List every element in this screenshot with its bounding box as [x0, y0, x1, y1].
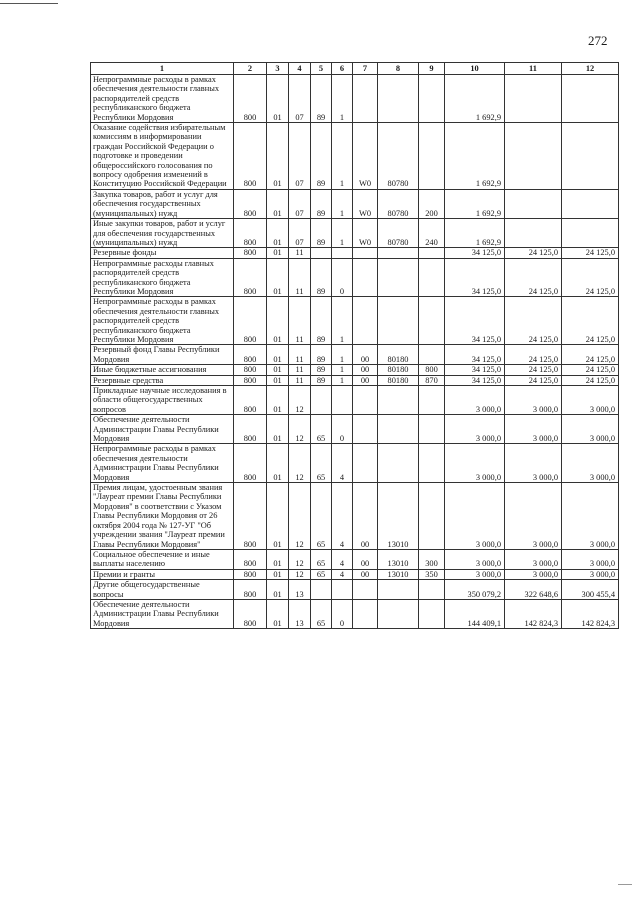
table-cell: 01 — [267, 365, 289, 375]
table-cell: 01 — [267, 345, 289, 365]
table-cell — [419, 297, 445, 345]
table-cell: 3 000,0 — [505, 444, 562, 483]
row-name-cell: Премия лицам, удостоенным звания "Лауреат премии Главы Республики Мордовия" в соответствии с Указом Главы Республики Мордовия от 26 октября 2004 года № 127-УГ "Об учреждении звания "Лауреат премии Главы Республики Мордовия" — [91, 483, 234, 550]
table-cell: 12 — [289, 444, 311, 483]
table-cell: W0 — [353, 189, 378, 218]
table-cell: 800 — [234, 444, 267, 483]
table-row — [91, 599, 619, 628]
table-cell: 80780 — [378, 219, 419, 248]
row-name-cell: Резервные фонды — [91, 248, 234, 258]
table-cell: 01 — [267, 580, 289, 600]
table-cell: 300 — [419, 549, 445, 569]
table-row — [91, 569, 619, 579]
row-name-cell: Обеспечение деятельности Администрации Главы Республики Мордовия — [91, 599, 234, 628]
column-header: 12 — [562, 63, 619, 75]
table-cell — [353, 258, 378, 297]
table-cell: 12 — [289, 483, 311, 550]
table-cell: 89 — [311, 123, 332, 190]
table-cell: 89 — [311, 189, 332, 218]
table-cell: 3 000,0 — [562, 483, 619, 550]
table-cell: 13010 — [378, 549, 419, 569]
table-cell: 34 125,0 — [445, 258, 505, 297]
table-cell — [505, 189, 562, 218]
table-cell: 800 — [234, 483, 267, 550]
table-cell: 80180 — [378, 365, 419, 375]
table-cell: 24 125,0 — [562, 258, 619, 297]
table-cell: 800 — [234, 386, 267, 415]
table-cell: 800 — [234, 599, 267, 628]
table-cell: 1 — [332, 345, 353, 365]
table-cell — [505, 123, 562, 190]
table-row — [91, 345, 619, 365]
row-name-cell: Иные закупки товаров, работ и услуг для обеспечения государственных (муниципальных) нужд — [91, 219, 234, 248]
table-cell: 65 — [311, 549, 332, 569]
table-cell: 65 — [311, 444, 332, 483]
table-cell — [419, 580, 445, 600]
table-cell — [378, 444, 419, 483]
table-header — [91, 63, 619, 75]
table-cell: 89 — [311, 297, 332, 345]
table-cell: 3 000,0 — [445, 549, 505, 569]
table-cell: 144 409,1 — [445, 599, 505, 628]
table-cell: 24 125,0 — [505, 258, 562, 297]
table-cell: 24 125,0 — [505, 365, 562, 375]
row-name-cell: Прикладные научные исследования в области общегосударственных вопросов — [91, 386, 234, 415]
table-cell: 89 — [311, 258, 332, 297]
table-cell: 34 125,0 — [445, 375, 505, 385]
table-cell — [562, 219, 619, 248]
table-row — [91, 219, 619, 248]
table-row — [91, 483, 619, 550]
table-cell: 1 — [332, 219, 353, 248]
table-cell: 13010 — [378, 483, 419, 550]
table-cell: 1 — [332, 75, 353, 123]
table-cell: 1 692,9 — [445, 219, 505, 248]
table-cell: 01 — [267, 297, 289, 345]
table-cell: 800 — [234, 248, 267, 258]
row-name-cell: Непрограммные расходы в рамках обеспечения деятельности главных распорядителей средств республиканского бюджета Республики Мордовия — [91, 75, 234, 123]
table-cell: 89 — [311, 375, 332, 385]
table-cell: 89 — [311, 219, 332, 248]
table-cell: 34 125,0 — [445, 297, 505, 345]
table-cell: 80180 — [378, 375, 419, 385]
table-body — [91, 75, 619, 629]
table-cell — [378, 386, 419, 415]
table-cell: 00 — [353, 365, 378, 375]
table-row — [91, 415, 619, 444]
row-name-cell: Другие общегосударственные вопросы — [91, 580, 234, 600]
table-cell: 01 — [267, 444, 289, 483]
table-cell — [378, 599, 419, 628]
row-name-cell: Закупка товаров, работ и услуг для обеспечения государственных (муниципальных) нужд — [91, 189, 234, 218]
table-cell: 200 — [419, 189, 445, 218]
table-cell — [419, 258, 445, 297]
table-cell: 3 000,0 — [505, 386, 562, 415]
table-cell: 4 — [332, 549, 353, 569]
table-cell: 3 000,0 — [445, 415, 505, 444]
table-cell: 240 — [419, 219, 445, 248]
column-header: 4 — [289, 63, 311, 75]
column-header: 2 — [234, 63, 267, 75]
table-cell — [505, 219, 562, 248]
table-cell: 800 — [234, 123, 267, 190]
table-cell: 3 000,0 — [562, 549, 619, 569]
table-cell — [562, 189, 619, 218]
table-cell — [378, 297, 419, 345]
table-cell: 800 — [234, 415, 267, 444]
table-cell: 07 — [289, 75, 311, 123]
table-cell: 3 000,0 — [562, 386, 619, 415]
table-row — [91, 549, 619, 569]
table-cell — [311, 580, 332, 600]
table-cell: 65 — [311, 599, 332, 628]
table-cell — [562, 123, 619, 190]
table-cell: 24 125,0 — [562, 248, 619, 258]
table-cell: 80180 — [378, 345, 419, 365]
table-cell — [353, 599, 378, 628]
column-header: 7 — [353, 63, 378, 75]
table-row — [91, 189, 619, 218]
table-cell: 34 125,0 — [445, 248, 505, 258]
table-cell: 01 — [267, 219, 289, 248]
table-cell: 00 — [353, 345, 378, 365]
table-cell: 800 — [234, 345, 267, 365]
table-cell: 800 — [234, 75, 267, 123]
table-cell: 3 000,0 — [562, 569, 619, 579]
table-cell: 142 824,3 — [562, 599, 619, 628]
column-header: 6 — [332, 63, 353, 75]
table-cell: 800 — [234, 219, 267, 248]
table-cell: 24 125,0 — [562, 375, 619, 385]
table-cell: 24 125,0 — [562, 345, 619, 365]
row-name-cell: Иные бюджетные ассигнования — [91, 365, 234, 375]
table-cell: 65 — [311, 415, 332, 444]
table-cell: 13 — [289, 599, 311, 628]
table-cell: 01 — [267, 248, 289, 258]
table-cell: 65 — [311, 483, 332, 550]
row-name-cell: Социальное обеспечение и иные выплаты населению — [91, 549, 234, 569]
table-cell — [419, 386, 445, 415]
table-cell: 1 — [332, 297, 353, 345]
table-cell: 01 — [267, 75, 289, 123]
table-cell: 65 — [311, 569, 332, 579]
table-cell: 24 125,0 — [505, 375, 562, 385]
table-cell: 01 — [267, 569, 289, 579]
table-cell — [378, 258, 419, 297]
table-cell: 01 — [267, 258, 289, 297]
table-cell: 12 — [289, 549, 311, 569]
table-cell: 80780 — [378, 189, 419, 218]
table-cell: 01 — [267, 123, 289, 190]
table-cell: 24 125,0 — [562, 365, 619, 375]
table-cell — [353, 248, 378, 258]
table-cell: 01 — [267, 599, 289, 628]
table-cell: 800 — [234, 365, 267, 375]
column-header: 10 — [445, 63, 505, 75]
column-header: 9 — [419, 63, 445, 75]
table-row — [91, 258, 619, 297]
table-cell: 24 125,0 — [505, 248, 562, 258]
table-cell: 3 000,0 — [505, 483, 562, 550]
row-name-cell: Непрограммные расходы в рамках обеспечения деятельности главных распорядителей средств республиканского бюджета Республики Мордовия — [91, 297, 234, 345]
table-cell: 870 — [419, 375, 445, 385]
table-cell: 01 — [267, 189, 289, 218]
table-cell: 12 — [289, 569, 311, 579]
column-header: 11 — [505, 63, 562, 75]
table-cell: 800 — [419, 365, 445, 375]
table-cell — [505, 75, 562, 123]
table-cell: 01 — [267, 415, 289, 444]
table-cell: 322 648,6 — [505, 580, 562, 600]
table-cell: 1 — [332, 375, 353, 385]
table-cell: 800 — [234, 189, 267, 218]
table-cell: 01 — [267, 386, 289, 415]
row-name-cell: Непрограммные расходы главных распорядителей средств республиканского бюджета Республики Мордовия — [91, 258, 234, 297]
table-cell: 89 — [311, 365, 332, 375]
table-cell: 01 — [267, 483, 289, 550]
table-cell: 12 — [289, 386, 311, 415]
table-cell — [419, 345, 445, 365]
table-cell — [419, 483, 445, 550]
table-cell: 34 125,0 — [445, 345, 505, 365]
table-cell — [419, 599, 445, 628]
page-number: 272 — [588, 33, 608, 48]
table-cell: 89 — [311, 75, 332, 123]
table-cell: 3 000,0 — [445, 444, 505, 483]
table-cell: 142 824,3 — [505, 599, 562, 628]
table-cell: 3 000,0 — [505, 415, 562, 444]
table-cell: 800 — [234, 258, 267, 297]
table-cell — [419, 123, 445, 190]
table-cell — [562, 75, 619, 123]
table-cell: 350 — [419, 569, 445, 579]
table-cell: 3 000,0 — [562, 444, 619, 483]
table-cell: 300 455,4 — [562, 580, 619, 600]
row-name-cell: Премии и гранты — [91, 569, 234, 579]
table-cell: 1 — [332, 365, 353, 375]
table-row — [91, 75, 619, 123]
table-cell: 34 125,0 — [445, 365, 505, 375]
table-cell — [353, 444, 378, 483]
table-cell: 07 — [289, 189, 311, 218]
table-cell: 80780 — [378, 123, 419, 190]
table-cell: 0 — [332, 258, 353, 297]
table-cell — [353, 297, 378, 345]
table-cell — [419, 75, 445, 123]
table-row — [91, 386, 619, 415]
table-cell: 12 — [289, 415, 311, 444]
header-row — [91, 63, 619, 75]
table-cell: 11 — [289, 258, 311, 297]
table-cell — [378, 75, 419, 123]
table-row — [91, 123, 619, 190]
table-cell — [353, 580, 378, 600]
table-cell: 1 — [332, 123, 353, 190]
table-row — [91, 580, 619, 600]
table-cell — [353, 75, 378, 123]
table-cell: 3 000,0 — [505, 549, 562, 569]
table-row — [91, 297, 619, 345]
table-row — [91, 444, 619, 483]
table-cell — [353, 415, 378, 444]
table-cell: 1 692,9 — [445, 123, 505, 190]
table-cell: 11 — [289, 375, 311, 385]
table-cell — [378, 415, 419, 444]
table-cell: 3 000,0 — [562, 415, 619, 444]
table-cell: 00 — [353, 569, 378, 579]
table-cell: 89 — [311, 345, 332, 365]
table-row — [91, 248, 619, 258]
table-cell: 01 — [267, 375, 289, 385]
table-cell: 800 — [234, 297, 267, 345]
table-cell: 13010 — [378, 569, 419, 579]
table-cell: 07 — [289, 123, 311, 190]
table-cell: 3 000,0 — [505, 569, 562, 579]
table-cell: 800 — [234, 375, 267, 385]
table-cell: W0 — [353, 219, 378, 248]
row-name-cell: Резервные средства — [91, 375, 234, 385]
table-cell: 4 — [332, 569, 353, 579]
table-cell — [419, 444, 445, 483]
table-cell: 13 — [289, 580, 311, 600]
table-cell: 24 125,0 — [562, 297, 619, 345]
budget-table — [90, 62, 619, 629]
table-cell: 00 — [353, 549, 378, 569]
table-cell: 00 — [353, 483, 378, 550]
corner-mark — [618, 884, 632, 885]
table-cell: 4 — [332, 444, 353, 483]
table-cell — [332, 386, 353, 415]
table-cell: 800 — [234, 549, 267, 569]
row-name-cell: Оказание содействия избирательным комиссиям в информировании граждан Российской Федерации о подготовке и проведении общероссийского голосования по вопросу одобрения изменений в Конституцию Российской Федерации — [91, 123, 234, 190]
table-cell — [419, 415, 445, 444]
column-header: 1 — [91, 63, 234, 75]
table-cell: 800 — [234, 569, 267, 579]
table-cell: 0 — [332, 415, 353, 444]
table-cell — [378, 580, 419, 600]
column-header: 8 — [378, 63, 419, 75]
table-cell — [311, 248, 332, 258]
table-row — [91, 375, 619, 385]
table-cell: 3 000,0 — [445, 386, 505, 415]
table-cell: 11 — [289, 345, 311, 365]
table-row — [91, 365, 619, 375]
table-cell: 800 — [234, 580, 267, 600]
column-header: 5 — [311, 63, 332, 75]
table-cell: 0 — [332, 599, 353, 628]
table-cell: 1 — [332, 189, 353, 218]
table-cell: 00 — [353, 375, 378, 385]
row-name-cell: Резервный фонд Главы Республики Мордовия — [91, 345, 234, 365]
row-name-cell: Обеспечение деятельности Администрации Главы Республики Мордовия — [91, 415, 234, 444]
table-cell — [332, 248, 353, 258]
table-cell: 01 — [267, 549, 289, 569]
table-cell: 1 692,9 — [445, 189, 505, 218]
table-cell — [311, 386, 332, 415]
table-cell: 1 692,9 — [445, 75, 505, 123]
table-cell: 11 — [289, 297, 311, 345]
table-cell — [378, 248, 419, 258]
table-cell: 3 000,0 — [445, 569, 505, 579]
table-cell: 11 — [289, 248, 311, 258]
table-cell — [419, 248, 445, 258]
table-cell: 350 079,2 — [445, 580, 505, 600]
table-cell: 4 — [332, 483, 353, 550]
table-cell: W0 — [353, 123, 378, 190]
table-cell — [353, 386, 378, 415]
row-name-cell: Непрограммные расходы в рамках обеспечения деятельности Администрации Главы Республики Мордовия — [91, 444, 234, 483]
table-cell — [332, 580, 353, 600]
table-cell: 3 000,0 — [445, 483, 505, 550]
table-cell: 07 — [289, 219, 311, 248]
table-cell: 11 — [289, 365, 311, 375]
table-cell: 24 125,0 — [505, 297, 562, 345]
table-cell: 24 125,0 — [505, 345, 562, 365]
top-rule — [0, 3, 58, 4]
column-header: 3 — [267, 63, 289, 75]
